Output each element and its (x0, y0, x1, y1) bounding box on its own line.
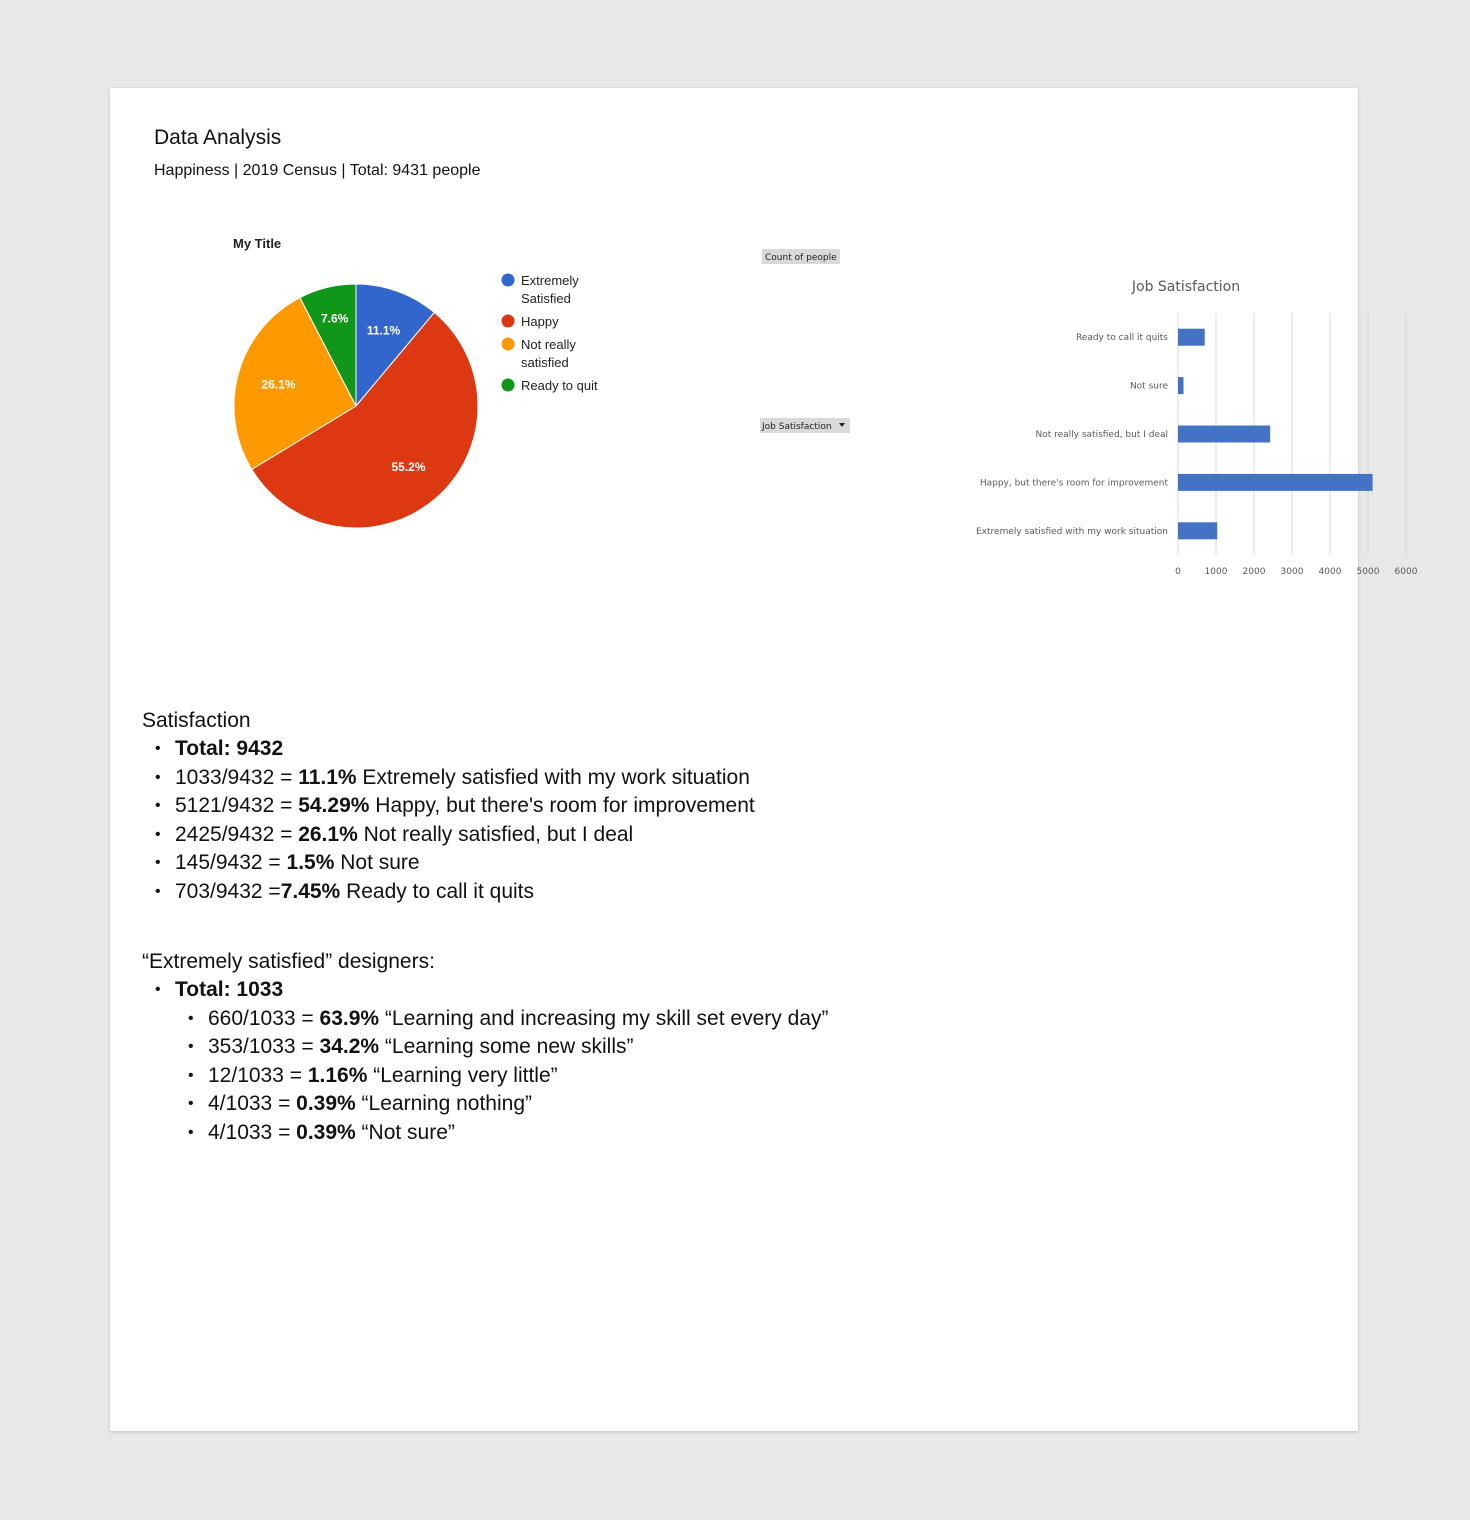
bar (1178, 377, 1184, 394)
item-percent: 1.5% (286, 851, 335, 874)
legend-label: Extremely Satisfied (521, 273, 579, 306)
pie-data-label: 26.1% (261, 377, 296, 392)
satisfaction-total-text: Total: 9432 (175, 737, 284, 760)
item-label: Not really satisfied, but I deal (357, 822, 634, 846)
item-percent: 11.1% (298, 765, 357, 789)
item-fraction: 353/1033 = (208, 1035, 320, 1058)
bar (1178, 522, 1217, 539)
designers-item (208, 1033, 828, 1062)
item-label: “Learning very little” (367, 1063, 558, 1087)
legend-marker (502, 315, 515, 328)
satisfaction-item (175, 792, 755, 821)
document-title: Data Analysis (154, 126, 282, 149)
item-fraction: 660/1033 = (208, 1006, 320, 1030)
item-label: “Learning nothing” (355, 1092, 533, 1115)
value-field-button-label: Count of people (765, 253, 837, 263)
designers-item (208, 1090, 828, 1119)
item-label: “Learning some new skills” (379, 1035, 634, 1058)
designers-item (208, 1005, 828, 1034)
designers-item (208, 1119, 828, 1148)
item-fraction: 4/1033 = (208, 1092, 297, 1115)
designers-heading: “Extremely satisfied” designers: (142, 950, 435, 973)
document-subtitle: Happiness | 2019 Census | Total: 9431 people (154, 162, 481, 179)
designers-total-text: Total: 1033 (175, 978, 284, 1001)
satisfaction-heading: Satisfaction (142, 709, 251, 732)
legend-label: Not really satisfied (521, 337, 576, 370)
satisfaction-item (175, 878, 755, 907)
item-percent: 1.16% (307, 1063, 368, 1087)
x-tick-label: 0 (1175, 567, 1181, 577)
item-fraction: 703/9432 = (175, 879, 281, 903)
item-percent: 7.45% (280, 879, 341, 903)
item-fraction: 145/9432 = (175, 851, 287, 874)
designers-total (175, 976, 828, 1147)
satisfaction-list (142, 735, 755, 906)
x-tick-label: 2000 (1242, 567, 1266, 577)
item-label: Extremely satisfied with my work situation (356, 765, 750, 789)
satisfaction-item (175, 849, 755, 878)
pie-data-label: 7.6% (320, 311, 349, 326)
category-label: Happy, but there's room for improvement (979, 478, 1168, 489)
designers-item (208, 1062, 828, 1091)
item-label: Not sure (334, 851, 420, 874)
x-tick-label: 1000 (1204, 567, 1228, 577)
item-label: “Learning and increasing my skill set every day” (379, 1006, 829, 1030)
pie-chart (220, 228, 640, 548)
designers-sublist (175, 1005, 828, 1148)
satisfaction-item (175, 764, 755, 793)
pie-data-label: 11.1% (366, 323, 401, 338)
item-fraction: 1033/9432 = (175, 765, 299, 789)
legend-marker (502, 379, 515, 392)
x-tick-label: 3000 (1280, 567, 1304, 577)
satisfaction-total (175, 735, 755, 764)
item-fraction: 5121/9432 = (175, 794, 299, 817)
legend-marker (502, 338, 515, 351)
item-percent: 26.1% (298, 822, 358, 846)
category-field-button-label: Job Satisfaction (762, 422, 832, 432)
bar-chart-title: Job Satisfaction (1131, 279, 1241, 295)
x-tick-label: 4000 (1318, 567, 1342, 577)
category-label: Extremely satisfied with my work situation (975, 526, 1168, 537)
item-label: Ready to call it quits (340, 879, 534, 903)
document-page (110, 88, 1418, 1431)
item-fraction: 2425/9432 = (175, 822, 299, 846)
designers-list (142, 976, 828, 1147)
category-label: Not really satisfied, but I deal (1035, 430, 1168, 440)
bar-chart (750, 238, 1418, 588)
designers-section (142, 948, 828, 1147)
pie-data-label: 55.2% (391, 460, 426, 475)
satisfaction-section (142, 707, 755, 906)
item-percent: 54.29% (298, 794, 370, 817)
item-fraction: 4/1033 = (208, 1120, 297, 1144)
x-tick-label: 5000 (1356, 567, 1380, 577)
pie-title: My Title (233, 236, 282, 251)
legend-label: Happy (521, 314, 559, 329)
bar (1178, 426, 1270, 443)
item-percent: 63.9% (319, 1006, 380, 1030)
item-label: Happy, but there's room for improvement (369, 794, 755, 817)
item-label: “Not sure” (355, 1120, 455, 1144)
item-percent: 0.39% (296, 1092, 356, 1115)
legend-label: Ready to quit (521, 378, 598, 393)
bar (1178, 329, 1205, 346)
category-label: Not sure (1129, 381, 1168, 392)
item-percent: 0.39% (296, 1120, 356, 1144)
satisfaction-item (175, 821, 755, 850)
item-fraction: 12/1033 = (208, 1063, 308, 1087)
legend-marker (502, 274, 515, 287)
item-percent: 34.2% (319, 1035, 380, 1058)
x-tick-label: 6000 (1394, 567, 1418, 577)
category-label: Ready to call it quits (1075, 333, 1168, 344)
bar (1178, 474, 1373, 491)
